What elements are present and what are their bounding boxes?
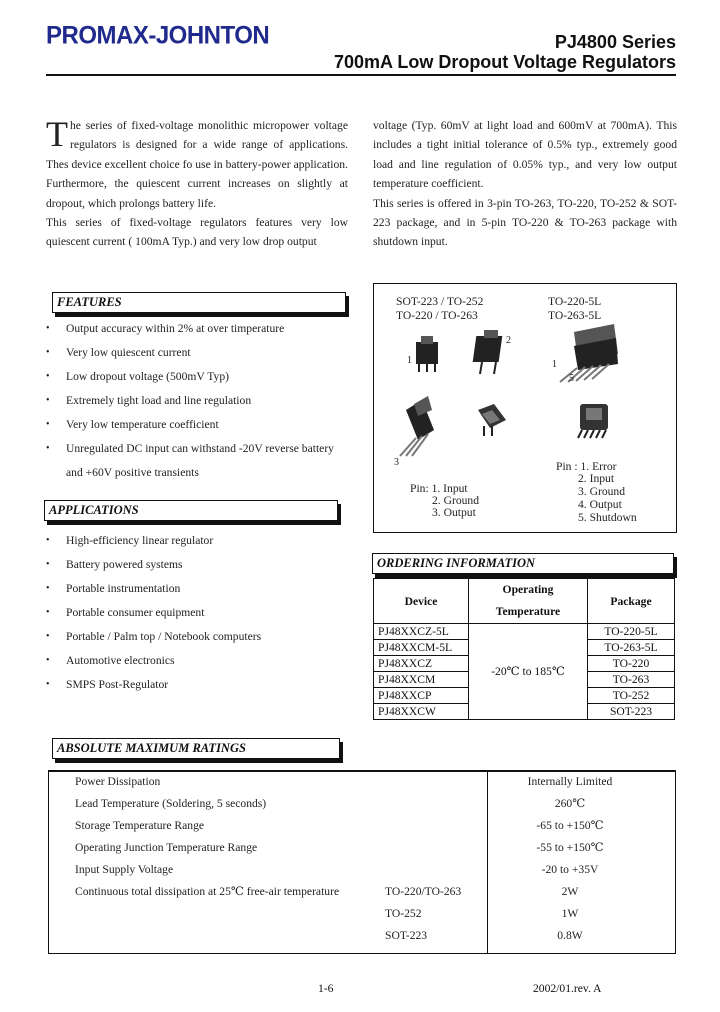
applications-item (46, 529, 356, 553)
ratings-param: Operating Junction Temperature Range (75, 841, 258, 854)
ratings-condition (355, 859, 465, 881)
features-item (46, 413, 356, 437)
series-title: PJ4800 Series (554, 32, 676, 52)
applications-item (46, 577, 356, 601)
col-device: Device (374, 579, 469, 624)
ordering-package: TO-263 (588, 672, 675, 688)
ratings-value: 0.8W (557, 929, 583, 942)
ratings-value: 1W (561, 907, 579, 920)
to220-package-icon (400, 396, 434, 456)
ratings-row (49, 815, 675, 837)
to263-5l-package-icon (578, 404, 608, 438)
col-package: Package (588, 579, 675, 624)
page-number: 1-6 (318, 982, 334, 995)
to263-package-icon (478, 404, 506, 436)
bullet-icon: • (46, 679, 50, 690)
ratings-value: -65 to +150℃ (536, 819, 604, 832)
ratings-param (49, 903, 355, 925)
ratings-value: Internally Limited (527, 775, 613, 788)
ratings-box (48, 770, 676, 954)
applications-item-text: Portable consumer equipment (66, 606, 205, 619)
ratings-col-divider (487, 771, 488, 953)
ordering-package: TO-220 (588, 656, 675, 672)
pin-right-3: 3. Ground (578, 485, 626, 498)
bullet-icon: • (46, 443, 50, 454)
ratings-value: 2W (561, 885, 579, 898)
bullet-icon: • (46, 583, 50, 594)
features-item (46, 437, 356, 461)
ratings-row (49, 881, 675, 903)
package-drawings (374, 324, 676, 464)
ratings-row (49, 859, 675, 881)
features-list (46, 317, 356, 485)
applications-item-text: Battery powered systems (66, 558, 183, 571)
ratings-value: 260℃ (554, 797, 586, 810)
features-item (46, 365, 356, 389)
ordering-package: TO-220-5L (588, 624, 675, 640)
ratings-param: Storage Temperature Range (75, 819, 205, 832)
features-item (46, 461, 356, 485)
pin-left-2: 2. Ground (432, 494, 480, 507)
ratings-row (49, 771, 675, 793)
ordering-device: PJ48XXCZ (374, 656, 469, 672)
applications-item-text: High-efficiency linear regulator (66, 534, 214, 547)
features-item-text: Very low quiescent current (66, 346, 191, 359)
bullet-icon: • (46, 535, 50, 546)
bullet-icon: • (46, 607, 50, 618)
bullet-icon: • (46, 347, 50, 358)
ordering-package: SOT-223 (588, 704, 675, 720)
ratings-condition (355, 771, 465, 793)
intro-right-text: voltage (Typ. 60mV at light load and 600mV at 700mA). This includes a tight initial tolerance of 0.5% typ., extremely good load and line regulation of 0.05% typ., and very low output temperature coefficient. (373, 119, 677, 191)
col-temp-2: Temperature (469, 601, 588, 624)
revision: 2002/01.rev. A (533, 982, 602, 995)
ratings-param: Power Dissipation (75, 775, 161, 788)
bullet-icon: • (46, 631, 50, 642)
pin-num-1a: 1 (407, 355, 412, 366)
pkg-label-to263-5l: TO-263-5L (548, 309, 602, 322)
features-item (46, 317, 356, 341)
ratings-condition (355, 837, 465, 859)
ratings-row (49, 793, 675, 815)
bullet-icon: • (46, 395, 50, 406)
sot223-package-icon (416, 336, 438, 372)
features-item-text: Output accuracy within 2% at over timperature (66, 322, 285, 335)
ordering-row (374, 624, 675, 640)
ratings-row (49, 925, 675, 947)
applications-heading: APPLICATIONS (44, 500, 338, 521)
bullet-icon: • (46, 419, 50, 430)
ratings-condition: TO-220/TO-263 (385, 885, 462, 898)
pin-num-2: 2 (506, 335, 511, 346)
ordering-temp-range: -20℃ to 185℃ (469, 624, 588, 720)
pin-num-3: 3 (394, 457, 399, 468)
ordering-device: PJ48XXCP (374, 688, 469, 704)
ratings-value: -55 to +150℃ (536, 841, 604, 854)
applications-item-text: Portable / Palm top / Notebook computers (66, 630, 262, 643)
ordering-device: PJ48XXCZ-5L (374, 624, 469, 640)
applications-item-text: SMPS Post-Regulator (66, 678, 169, 691)
bullet-icon: • (46, 655, 50, 666)
ordering-device: PJ48XXCW (374, 704, 469, 720)
ratings-heading: ABSOLUTE MAXIMUM RATINGS (52, 738, 340, 759)
ratings-row (49, 903, 675, 925)
intro-left-text2: This series of fixed-voltage regulators features very low quiescent current ( 100mA Typ.) and very low drop output (46, 216, 348, 249)
ratings-condition (355, 815, 465, 837)
applications-item (46, 649, 356, 673)
ordering-heading: ORDERING INFORMATION (372, 553, 674, 574)
features-item-text: Unregulated DC input can withstand -20V reverse battery (66, 442, 334, 455)
ratings-value: -20 to +35V (541, 863, 599, 876)
pin-right-5: 5. Shutdown (578, 511, 637, 524)
applications-item (46, 553, 356, 577)
pkg-label-to220-5l: TO-220-5L (548, 295, 602, 308)
pin-right-4: 4. Output (578, 498, 622, 511)
col-temp-1: Operating (469, 579, 588, 602)
bullet-icon: • (46, 323, 50, 334)
package-box (373, 283, 677, 533)
ratings-param: Lead Temperature (Soldering, 5 seconds) (75, 797, 267, 810)
intro-right (373, 116, 677, 252)
intro-left-text: he series of fixed-voltage monolithic micropower voltage regulators is designed for a wide range of applications. Thes device excellent choice fo use in battery-power application. Furthermore, the quiescent current increases on slightly at dropout, which prolongs battery life. (46, 119, 348, 210)
ordering-package: TO-263-5L (588, 640, 675, 656)
applications-item (46, 673, 356, 697)
ordering-table (373, 578, 675, 720)
drop-cap: T (46, 114, 68, 154)
to252-package-icon (473, 330, 503, 374)
pin-num-5: 5 (569, 373, 574, 384)
ratings-condition: TO-252 (385, 907, 422, 920)
intro-left (46, 116, 348, 252)
pin-left-3: 3. Output (432, 506, 476, 519)
ratings-table (49, 771, 675, 947)
applications-list (46, 529, 356, 697)
features-item-text: Extremely tight load and line regulation (66, 394, 252, 407)
ratings-param (49, 925, 355, 947)
applications-item (46, 625, 356, 649)
ratings-param: Input Supply Voltage (75, 863, 174, 876)
bullet-icon: • (46, 371, 50, 382)
ratings-condition: SOT-223 (385, 929, 428, 942)
ratings-param: Continuous total dissipation at 25℃ free-air temperature (75, 885, 340, 898)
ordering-device: PJ48XXCM-5L (374, 640, 469, 656)
ratings-row (49, 837, 675, 859)
features-item-text: Low dropout voltage (500mV Typ) (66, 370, 229, 383)
applications-item-text: Automotive electronics (66, 654, 175, 667)
ordering-package: TO-252 (588, 688, 675, 704)
bullet-icon: • (46, 559, 50, 570)
features-item (46, 341, 356, 365)
pin-right-1: Pin : 1. Error (556, 460, 617, 473)
features-item-text: Very low temperature coefficient (66, 418, 219, 431)
intro-right-text2: This series is offered in 3-pin TO-263, TO-220, TO-252 & SOT-223 package, and in 5-pin TO-220 & TO-263 package with shutdown input. (373, 196, 677, 249)
pkg-label-to220: TO-220 / TO-263 (396, 309, 478, 322)
ordering-device: PJ48XXCM (374, 672, 469, 688)
features-heading: FEATURES (52, 292, 346, 313)
applications-item (46, 601, 356, 625)
pin-left-1: Pin: 1. Input (410, 482, 468, 495)
pkg-label-sot223: SOT-223 / TO-252 (396, 295, 484, 308)
features-item-text: and +60V positive transients (66, 466, 199, 479)
pin-num-1b: 1 (552, 359, 557, 370)
company-logo: PROMAX-JOHNTON (46, 21, 270, 50)
header-divider (46, 74, 676, 76)
ratings-condition (355, 793, 465, 815)
features-item (46, 389, 356, 413)
pin-right-2: 2. Input (578, 472, 615, 485)
page-subtitle: 700mA Low Dropout Voltage Regulators (333, 52, 676, 72)
applications-item-text: Portable instrumentation (66, 582, 181, 595)
